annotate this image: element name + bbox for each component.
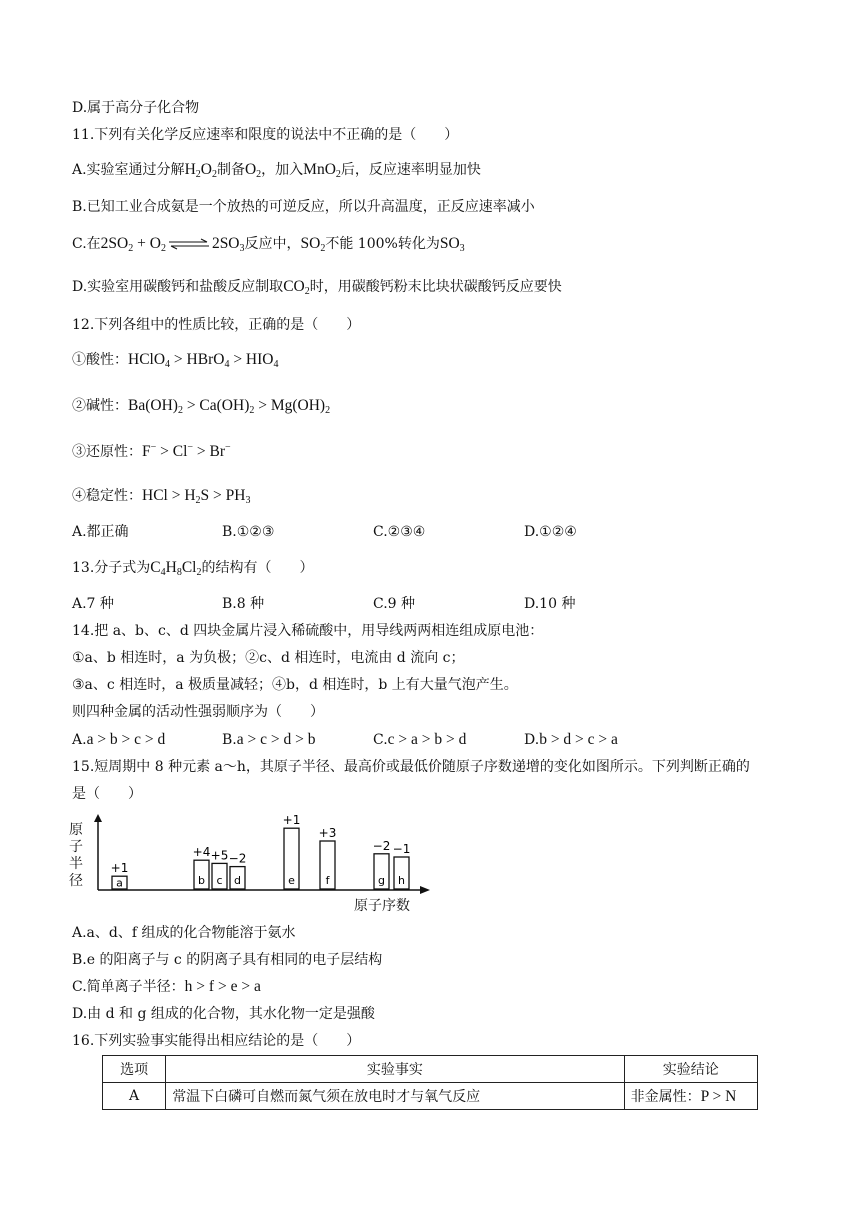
q14-line-2: ③a、c 相连时，a 极质量减轻；④b，d 相连时，b 上有大量气泡产生。 (72, 677, 518, 693)
q12-item-4: ④稳定性：HCl > $H_2S > PH_3$ (72, 487, 251, 506)
q15-stem-line-1: 15.短周期中 8 种元素 a～h，其原子半径、最高价或最低价随原子序数递增的变化如图所示。下列判断正确的 (72, 759, 750, 775)
q12-stem: 12.下列各组中的性质比较，正确的是（ ） (72, 317, 361, 333)
atomic-radius-chart (64, 812, 444, 922)
table-cell-fact: 常温下白磷可自燃而氮气须在放电时才与氧气反应 (166, 1083, 624, 1110)
q12-item-3: ③还原性：F− > Cl− > Br− (72, 442, 231, 460)
q10-option-d: D.属于高分子化合物 (72, 100, 200, 116)
bar-label-c: c (216, 874, 223, 887)
q11-option-b: B.已知工业合成氨是一个放热的可逆反应，所以升高温度，正反应速率减小 (72, 199, 535, 215)
equilibrium-arrow-icon (167, 238, 211, 250)
q12-option-a: A.都正确 (72, 524, 129, 540)
q15-option-b: B.e 的阳离子与 c 的阴离子具有相同的电子层结构 (72, 952, 383, 968)
valence-label-a: +1 (110, 861, 129, 876)
q14-option-c: C.c > a > b > d (373, 731, 467, 748)
bar-label-h: h (398, 874, 405, 887)
q12-option-b: B.①②③ (222, 524, 275, 540)
bar-label-g: g (378, 874, 385, 887)
y-axis-label (69, 822, 83, 889)
q12-option-d: D.①②④ (524, 524, 577, 540)
valence-label-b: +4 (192, 845, 211, 860)
table-cell-conclusion: 非金属性：P > N (624, 1083, 757, 1110)
q11-option-a: A.实验室通过分解$H_2O_2$制备$O_2$，加入MnO$_2$后，反应速率明显加快 (72, 161, 481, 180)
bar-label-a: a (116, 876, 123, 890)
table-header-row (103, 1056, 758, 1083)
valence-label-f: +3 (318, 826, 337, 840)
valence-label-d: −2 (228, 851, 247, 866)
bar-label-e: e (288, 874, 295, 887)
q16-stem: 16.下列实验事实能得出相应结论的是（ ） (72, 1033, 361, 1049)
valence-label-e: +1 (282, 813, 301, 828)
svg-text:原子半径: 原子半径 (69, 822, 83, 889)
q12-item-1: ①酸性：HClO$_4$ > HBrO$_4$ > $HIO_4$ (72, 351, 279, 370)
q14-option-b: B.a > c > d > b (222, 731, 316, 748)
table-header-conclusion: 实验结论 (624, 1056, 757, 1083)
q15-option-a: A.a、d、f 组成的化合物能溶于氨水 (72, 925, 296, 941)
valence-label-h: −1 (392, 842, 411, 856)
q14-line-3: 则四种金属的活动性强弱顺序为（ ） (72, 704, 324, 720)
q16-table (102, 1055, 758, 1110)
bar-label-d: d (234, 874, 241, 887)
q13-option-b: B.8 种 (222, 596, 265, 612)
q11-stem: 11.下列有关化学反应速率和限度的说法中不正确的是（ ） (72, 127, 459, 143)
q14-option-a: A.a > b > c > d (72, 731, 166, 748)
q14-option-d: D.b > d > c > a (524, 731, 618, 748)
q15-option-d: D.由 d 和 g 组成的化合物，其水化物一定是强酸 (72, 1006, 375, 1022)
bar-label-b: b (198, 874, 205, 887)
q12-item-2: ②碱性：$Ba(OH)_2 > Ca(OH)_2 > Mg(OH)_2$ (72, 397, 331, 416)
valence-label-c: +5 (210, 848, 229, 863)
valence-label-g: −2 (372, 838, 391, 853)
bar-label-f: f (325, 874, 330, 887)
q13-stem: 13.分子式为$C_4H_8Cl_2$的结构有（ ） (72, 559, 314, 578)
q11-option-c: C.在$2SO_2 + O_2$ $2SO_3$反应中，$SO_2$不能 100%转化为$SO_3$ (72, 235, 465, 254)
y-axis-arrow-icon (94, 814, 102, 822)
table-cell-option: A (103, 1083, 166, 1110)
q11-option-d: D.实验室用碳酸钙和盐酸反应制取$CO_2$时，用碳酸钙粉末比块状碳酸钙反应要快 (72, 278, 562, 297)
table-header-fact: 实验事实 (166, 1056, 624, 1083)
table-header-option: 选项 (103, 1056, 166, 1083)
q15-option-c: C.简单离子半径：h > f > e > a (72, 978, 261, 995)
table-row (103, 1083, 758, 1110)
q12-option-c: C.②③④ (373, 524, 426, 540)
q13-option-c: C.9 种 (373, 596, 416, 612)
q14-line-1: ①a、b 相连时，a 为负极；②c、d 相连时，电流由 d 流向 c； (72, 650, 465, 666)
x-axis-arrow-icon (420, 886, 430, 894)
x-axis-label: 原子序数 (354, 898, 410, 914)
q13-option-a: A.7 种 (72, 596, 114, 612)
q13-option-d: D.10 种 (524, 596, 576, 612)
q15-stem-line-2: 是（ ） (72, 786, 142, 802)
q14-stem: 14.把 a、b、c、d 四块金属片浸入稀硫酸中，用导线两两相连组成原电池： (72, 623, 544, 639)
